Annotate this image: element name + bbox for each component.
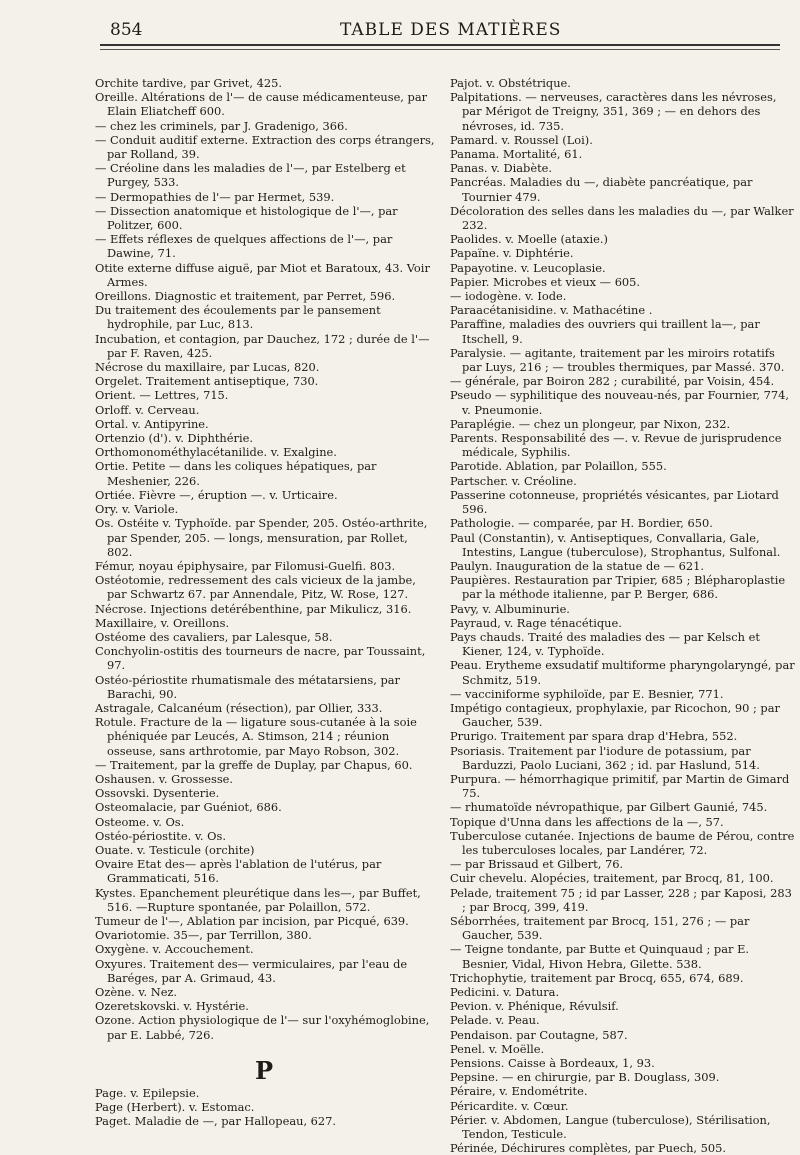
- index-entry: Pensions. Caisse à Bordeaux, 1, 93.: [450, 1056, 655, 1071]
- index-entry: — vacciniforme syphiloïde, par E. Besnier, 771.: [450, 686, 724, 701]
- index-entry: Paolides. v. Moelle (ataxie.): [450, 232, 608, 247]
- index-entry: Pseudo — syphilitique des nouveau-nés, par Fournier, 774, v. Pneumonie.: [450, 388, 790, 417]
- index-entry: Pavy, v. Albuminurie.: [450, 601, 570, 616]
- index-entry: Penel. v. Moëlle.: [450, 1041, 545, 1056]
- index-entry: Ovaire Etat des— après l'ablation de l'utérus, par Grammaticati, 516.: [95, 857, 382, 886]
- index-entry: Pathologie. — comparée, par H. Bordier, 650.: [450, 516, 713, 531]
- index-entry: Paget. Maladie de —, par Hallopeau, 627.: [95, 1114, 337, 1129]
- index-entry: Rotule. Fracture de la — ligature sous-cutanée à la soie phéniquée par Leucés, A. Stimson, 214 ; réunion osseuse, sans arthrotomie, par Mayo Robson, 302.: [95, 715, 417, 758]
- index-entry: Oreille. Altérations de l'— de cause médicamenteuse, par Elain Eliatcheff 600.: [95, 90, 428, 119]
- index-entry: Conchyolin-ostitis des tourneurs de nacre, par Toussaint, 97.: [95, 644, 426, 673]
- index-entry: Oshausen. v. Grossesse.: [95, 771, 234, 786]
- header-rule: [100, 44, 780, 50]
- index-entry: Parotide. Ablation, par Polaillon, 555.: [450, 459, 667, 474]
- index-entry: Périnée, Déchirures complètes, par Puech, 505.: [450, 1141, 727, 1155]
- index-entry: Otite externe diffuse aiguë, par Miot et Baratoux, 43. Voir Armes.: [95, 260, 430, 289]
- index-entry: Ortie. Petite — dans les coliques hépatiques, par Meshenier, 226.: [95, 459, 377, 488]
- index-entry: Pays chauds. Traité des maladies des — par Kelsch et Kiener, 124, v. Typhoïde.: [450, 629, 760, 659]
- index-entry: Page (Herbert). v. Estomac.: [95, 1100, 255, 1115]
- index-entry: Paraacétanisidine. v. Mathacétine .: [450, 303, 653, 318]
- index-entry: Décoloration des selles dans les maladies du —, par Walker 232.: [450, 203, 794, 233]
- index-entry: Orloff. v. Cerveau.: [95, 402, 200, 417]
- index-entry: Papaïne. v. Diphtérie.: [450, 246, 574, 261]
- index-entry: Ory. v. Variole.: [95, 502, 179, 517]
- index-entry: Pancréas. Maladies du —, diabète pancréatique, par Tournier 479.: [450, 175, 753, 204]
- index-entry: — générale, par Boiron 282 ; curabilité, par Voisin, 454.: [450, 374, 775, 389]
- index-entry: Os. Ostéite v. Typhoïde. par Spender, 205. Ostéo-arthrite, par Spender, 205. — longs, mensuration, par Rollet, 802.: [95, 516, 428, 559]
- index-entry: Payraud, v. Rage ténacétique.: [450, 615, 622, 630]
- index-entry: Paraffine, maladies des ouvriers qui traillent la—, par Itschell, 9.: [450, 317, 760, 346]
- index-entry: Ostéo-périostite. v. Os.: [95, 828, 226, 843]
- index-entry: Pendaison. par Coutagne, 587.: [450, 1027, 628, 1042]
- index-entry: Peau. Erytheme exsudatif multiforme pharyngolaryngé, par Schmitz, 519.: [450, 658, 795, 687]
- index-entry: — Traitement, par la greffe de Duplay, par Chapus, 60.: [95, 757, 413, 772]
- left-entries: [95, 76, 435, 1042]
- page-header: [110, 18, 770, 42]
- index-entry: Péraire, v. Endométrite.: [450, 1084, 588, 1099]
- index-entry: Oreillons. Diagnostic et traitement, par Perret, 596.: [95, 289, 396, 304]
- index-entry: Osteomalacie, par Guéniot, 686.: [95, 800, 282, 815]
- index-entry: — Dermopathies de l'— par Hermet, 539.: [95, 189, 335, 204]
- index-entry: Panama. Mortalité, 61.: [450, 147, 583, 162]
- left-column: [95, 76, 435, 1129]
- index-entry: — Effets réflexes de quelques affections de l'—, par Dawine, 71.: [95, 232, 393, 261]
- index-entry: Maxillaire, v. Oreillons.: [95, 615, 230, 630]
- index-entry: — iodogène. v. Iode.: [450, 289, 567, 304]
- index-entry: Impétigo contagieux, prophylaxie, par Ricochon, 90 ; par Gaucher, 539.: [450, 700, 780, 730]
- index-entry: Partscher. v. Créoline.: [450, 473, 577, 488]
- index-entry: Prurigo. Traitement par spara drap d'Hebra, 552.: [450, 729, 738, 744]
- index-entry: Orthomonométhylacétanilide. v. Exalgine.: [95, 445, 337, 460]
- index-entry: Paupières. Restauration par Tripier, 685 ; Blépharoplastie par la méthode italienne, par P. Berger, 686.: [450, 573, 786, 602]
- index-entry: Cuir chevelu. Alopécies, traitement, par Brocq, 81, 100.: [450, 871, 774, 886]
- index-entry: Oxygène. v. Accouchement.: [95, 942, 254, 957]
- index-entry: Astragale, Calcanéum (résection), par Ollier, 333.: [95, 700, 383, 715]
- index-entry: Oxyures. Traitement des— vermiculaires, par l'eau de Baréges, par A. Grimaud, 43.: [95, 956, 408, 985]
- page-number: 854: [110, 20, 143, 40]
- index-entry: Pedicini. v. Datura.: [450, 985, 560, 999]
- index-entry: Ossovski. Dysenterie.: [95, 786, 220, 801]
- index-entry: Du traitement des écoulements par le pansement hydrophile, par Luc, 813.: [95, 303, 381, 332]
- index-entry: Purpura. — hémorrhagique primitif, par Martin de Gimard 75.: [450, 771, 790, 801]
- index-entry: Osteome. v. Os.: [95, 814, 185, 829]
- index-entry: Psoriasis. Traitement par l'iodure de potassium, par Barduzzi, Paolo Luciani, 362 ; id. par Haslund, 514.: [450, 743, 760, 772]
- index-entry: Pamard. v. Roussel (Loi).: [450, 132, 593, 147]
- index-entry: Ozène. v. Nez.: [95, 985, 178, 999]
- index-entry: Orchite tardive, par Grivet, 425.: [95, 76, 282, 90]
- index-entry: Ostéome des cavaliers, par Lalesque, 58.: [95, 629, 333, 644]
- index-entry: — Teigne tondante, par Butte et Quinquaud ; par E. Besnier, Vidal, Hivon Hebra, Gilette. 538.: [450, 942, 750, 971]
- index-entry: Ozone. Action physiologique de l'— sur l'oxyhémoglobine, par E. Labbé, 726.: [95, 1013, 430, 1042]
- index-entry: Péricardite. v. Cœur.: [450, 1098, 569, 1113]
- page-title: TABLE DES MATIÈRES: [340, 20, 562, 40]
- index-entry: Pelade. v. Peau.: [450, 1013, 540, 1028]
- index-entry: Nécrose. Injections detérébenthine, par Mikulicz, 316.: [95, 601, 412, 616]
- index-entry: Kystes. Epanchement pleurétique dans les—, par Buffet, 516. —Rupture spontanée, par Polaillon, 572.: [95, 885, 421, 914]
- index-entry: Papayotine. v. Leucoplasie.: [450, 260, 606, 275]
- index-entry: — Dissection anatomique et histologique de l'—, par Politzer, 600.: [95, 203, 398, 233]
- index-entry: Paralysie. — agitante, traitement par les miroirs rotatifs par Luys, 216 ; — troubles thermiques, par Massé. 370.: [450, 345, 785, 375]
- index-entry: — Créoline dans les maladies de l'—, par Estelberg et Purgey, 533.: [95, 161, 406, 190]
- index-entry: Séborrhées, traitement par Brocq, 151, 276 ; — par Gaucher, 539.: [450, 913, 750, 943]
- index-entry: — rhumatoïde névropathique, par Gilbert Gaunié, 745.: [450, 800, 768, 815]
- index-entry: Tuberculose cutanée. Injections de baume de Pérou, contre les tuberculoses locales, par Landérer, 72.: [450, 828, 795, 857]
- index-entry: Fémur, noyau épiphysaire, par Filomusi-Guelfi. 803.: [95, 558, 396, 573]
- index-entry: Topique d'Unna dans les affections de la —, 57.: [450, 814, 724, 829]
- index-entry: Pepsine. — en chirurgie, par B. Douglass, 309.: [450, 1070, 720, 1085]
- index-entry: Passerine cotonneuse, propriétés vésicantes, par Liotard 596.: [450, 487, 779, 517]
- index-entry: — chez les criminels, par J. Gradenigo, 366.: [95, 118, 348, 133]
- index-entry: Ovariotomie. 35—, par Terrillon, 380.: [95, 928, 312, 943]
- index-entry: Pevion. v. Phénique, Révulsif.: [450, 999, 619, 1014]
- index-entry: Ortenzio (d'). v. Diphthérie.: [95, 431, 253, 446]
- index-entry: Périer. v. Abdomen, Langue (tuberculose), Stérilisation, Tendon, Testicule.: [450, 1112, 771, 1142]
- index-entry: Page. v. Epilepsie.: [95, 1086, 200, 1101]
- section-letter: P: [254, 1055, 276, 1085]
- index-entry: — Conduit auditif externe. Extraction des corps étrangers, par Rolland, 39.: [95, 132, 435, 162]
- index-entry: Pajot. v. Obstétrique.: [450, 76, 571, 90]
- index-entry: Ostéo-périostite rhumatismale des métatarsiens, par Barachi, 90.: [95, 672, 400, 701]
- index-entry: Papier. Microbes et vieux — 605.: [450, 274, 641, 289]
- index-entry: Ozeretskovski. v. Hystérie.: [95, 999, 249, 1014]
- index-entry: Ortiée. Fièvre —, éruption —. v. Urticaire.: [95, 487, 338, 502]
- index-entry: Orgelet. Traitement antiseptique, 730.: [95, 374, 319, 389]
- index-entry: Ostéotomie, redressement des cals vicieux de la jambe, par Schwartz 67. par Annendale, Pitz, W. Rose, 127.: [95, 573, 416, 602]
- index-entry: Ouate. v. Testicule (orchite): [95, 842, 255, 857]
- index-entry: Paulyn. Inauguration de la statue de — 621.: [450, 558, 705, 573]
- index-entry: Tumeur de l'—, Ablation par incision, par Picqué, 639.: [95, 913, 409, 928]
- index-entry: Incubation, et contagion, par Dauchez, 172 ; durée de l'— par F. Raven, 425.: [95, 331, 430, 360]
- index-entry: Pelade, traitement 75 ; id par Lasser, 228 ; par Kaposi, 283 ; par Brocq, 399, 419.: [450, 885, 792, 914]
- index-entry: Parents. Responsabilité des —. v. Revue de jurisprudence médicale, Syphilis.: [450, 431, 782, 460]
- left-entries-p: [95, 1086, 435, 1129]
- index-entry: Palpitations. — nerveuses, caractères dans les névroses, par Mérigot de Treigny, 351, 369 ; — en dehors des névroses, id. 735.: [450, 90, 777, 133]
- right-entries: [450, 76, 795, 1155]
- index-entry: Nécrose du maxillaire, par Lucas, 820.: [95, 360, 320, 375]
- index-entry: Trichophytie, traitement par Brocq, 655, 674, 689.: [450, 970, 744, 985]
- right-column: [450, 76, 795, 1155]
- index-entry: — par Brissaud et Gilbert, 76.: [450, 857, 624, 872]
- index-entry: Orient. — Lettres, 715.: [95, 388, 229, 403]
- index-entry: Paul (Constantin), v. Antiseptiques, Convallaria, Gale, Intestins, Langue (tuberculose), Strophantus, Sulfonal.: [450, 530, 781, 559]
- index-entry: Paraplégie. — chez un plongeur, par Nixon, 232.: [450, 416, 731, 431]
- index-entry: Ortal. v. Antipyrine.: [95, 416, 209, 431]
- index-entry: Panas. v. Diabète.: [450, 161, 553, 176]
